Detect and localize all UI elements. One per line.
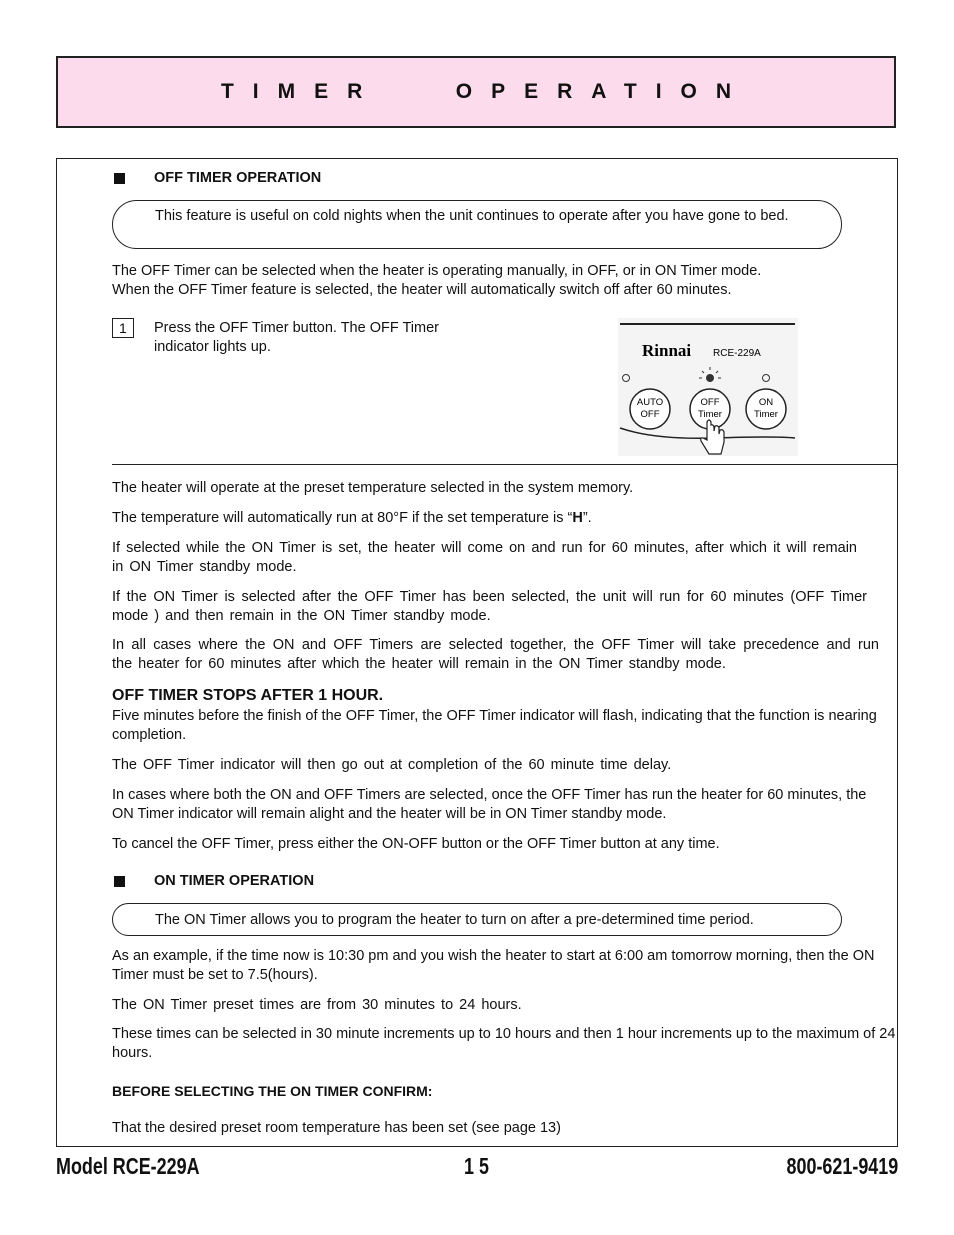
stops-go-out-note: The OFF Timer indicator will then go out at completion of the 60 minute time delay.: [112, 757, 672, 773]
on-timer-button-line1: ON: [758, 397, 774, 408]
note-80f-bold: H: [572, 510, 583, 526]
footer-phone: 800-621-9419: [786, 1153, 898, 1179]
off-timer-button-line2: Timer: [698, 409, 722, 420]
note-precedence: In all cases where the ON and OFF Timers are selected together, the OFF Timer will take precedence and run the heater for 60 minutes after which the heater will remain in the ON Timer standby mode.: [112, 637, 879, 672]
footer-model: Model RCE-229A: [56, 1153, 200, 1179]
confirm-heading: BEFORE SELECTING THE ON TIMER CONFIRM:: [112, 1083, 433, 1099]
off-timer-button-line1: OFF: [700, 397, 720, 408]
confirm-preset-temperature: That the desired preset room temperature has been set (see page 13): [112, 1120, 561, 1136]
on-timer-preset-range: The ON Timer preset times are from 30 minutes to 24 hours.: [112, 997, 522, 1013]
note-80f-text: The temperature will automatically run at 80°F if the set temperature is “: [112, 510, 573, 526]
stops-flash-note: Five minutes before the finish of the OFF Timer, the OFF Timer indicator will flash, indicating that the function is nearing completion.: [112, 708, 877, 743]
panel-model: RCE-229A: [713, 348, 761, 359]
on-timer-example: As an example, if the time now is 10:30 pm and you wish the heater to start at 6:00 am tomorrow morning, then the ON Timer must be set to 7.5(hours).: [112, 948, 875, 983]
on-timer-heading: ON TIMER OPERATION: [154, 873, 315, 889]
step-1-text: Press the OFF Timer button. The OFF Timer indicator lights up.: [154, 320, 439, 355]
off-timer-stops-heading: OFF TIMER STOPS AFTER 1 HOUR.: [112, 687, 384, 704]
on-timer-callout: [112, 903, 842, 936]
note-preset-temperature: The heater will operate at the preset temperature selected in the system memory.: [112, 480, 634, 496]
title-banner: [56, 56, 896, 128]
section-divider: [112, 464, 898, 465]
auto-off-button-line2: OFF: [640, 409, 660, 420]
on-timer-callout-text: The ON Timer allows you to program the heater to turn on after a pre-determined time period.: [155, 912, 754, 928]
off-timer-intro-2: When the OFF Timer feature is selected, the heater will automatically switch off after 60 minutes.: [112, 282, 732, 298]
page-title: TIMER OPERATION: [220, 80, 751, 103]
footer-page-number: 1 5: [464, 1153, 489, 1179]
off-timer-intro-1: The OFF Timer can be selected when the heater is operating manually, in OFF, or in ON Timer mode.: [112, 263, 762, 279]
stops-cancel-note: To cancel the OFF Timer, press either the ON-OFF button or the OFF Timer button at any time.: [112, 836, 720, 852]
off-timer-heading: OFF TIMER OPERATION: [154, 170, 322, 186]
note-80f-end: ”.: [582, 510, 592, 526]
note-on-timer-set: If selected while the ON Timer is set, the heater will come on and run for 60 minutes, after which it will remain in ON Timer standby mode.: [112, 540, 857, 575]
note-80f: [112, 509, 892, 528]
section-bullet-icon: [114, 173, 125, 184]
stops-both-timers-note: In cases where both the ON and OFF Timers are selected, once the OFF Timer has run the heater for 60 minutes, the ON Timer indicator will remain alight and the heater will be in ON Timer standby mode.: [112, 787, 867, 822]
brand-logo: Rinnai: [642, 341, 692, 360]
step-number-box: 1: [112, 318, 134, 338]
on-timer-button-line2: Timer: [754, 409, 778, 420]
off-timer-callout: [112, 200, 842, 249]
auto-off-button-line1: AUTO: [636, 397, 664, 408]
section-bullet-icon: [114, 876, 125, 887]
off-timer-indicator-lit-icon: [707, 375, 714, 382]
off-timer-callout-text: This feature is useful on cold nights when the unit continues to operate after you have gone to bed.: [155, 208, 789, 224]
control-panel-illustration: [615, 318, 800, 458]
on-timer-increments: These times can be selected in 30 minute increments up to 10 hours and then 1 hour increments up to the maximum of 24 hours.: [112, 1026, 896, 1061]
note-on-after-off: If the ON Timer is selected after the OFF Timer has been selected, the unit will run for 60 minutes (OFF Timer mode ) and then remain in the ON Timer standby mode.: [112, 589, 867, 624]
